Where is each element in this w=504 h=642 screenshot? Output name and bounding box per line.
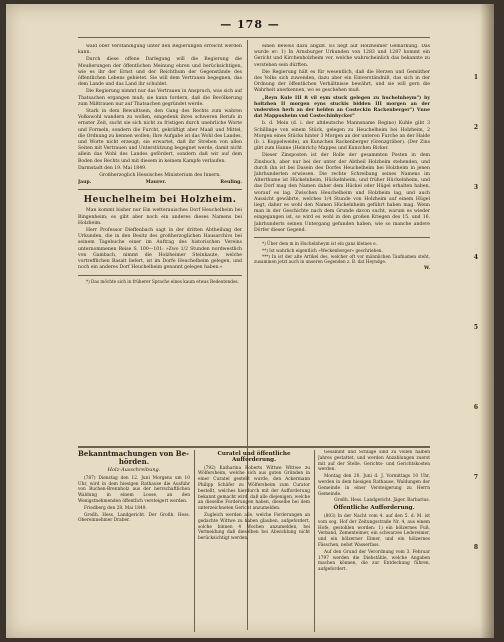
paragraph: (803) In der Nacht vom 4. auf den 5. d. M. ist vom sog. Hof der Zeitungsstraße Nr. 4, aus einem Hofe, gestohlen worden: 1) ein hölzernes Fuß, Verband, Zementeimer, ein schwarzes Ledereimer, und ein hölzerner Eimer, und ein hölzernes Fässchen, nebst Wasserfass. <box>318 513 430 548</box>
page-number: — 178 — <box>220 18 280 31</box>
footnote: *) Das möchte sich in früherer Sprache eines kaum etwas Bedeutendes. <box>86 278 239 284</box>
paragraph: Man kommt bisher nur Ein wetterauisches Dorf Heuchelheim bei Bingenheim; es gibt aber noch ein anderes dieses Namens bei Holzheim. <box>78 208 242 226</box>
ministry-name: Großherzoglich Hessisches Ministerium des Innern. <box>99 173 221 179</box>
footnote: ***) In ist der alte Artikel des, welcher oft vor männlichen Taufnamen steht, zusammen jetzt auch in unseren Gegenden z. B. dat Heyndge. <box>254 253 430 265</box>
footnote-rule <box>254 237 430 238</box>
subheading: Holz-Ausschreibung. <box>107 467 161 473</box>
paragraph: (792) Katharina Roberts Wittwe Wittwe zu Wölfersheim, welche sich aus guten Gründen in einer Curatel gestellt wurde, den Ackermann Philipp Schäfer zu Wölfersheim zum Curator bestellt, welches hierdurch mit der Aufforderung bekannt gemacht wird, daß alle diejenigen, welche an dieselbe Forderungen haben, dieselbe bei dem unterzeichneten Gericht anzumelden. <box>198 465 310 512</box>
paragraph: Durch diese offene Darlegung will die Regierung die Meußerungen der öffentlichen Meinung ehren und berücksichtigen, wie es ihr der Ernst und der Reichthum der Gegenstände des öffentlichen Lebens gebietet. Sie will dem Vertrauen begegnen, das dem Lande und das Land ihr schuldet. <box>78 57 242 88</box>
column-divider <box>314 450 315 632</box>
footnote: *) Über dem m in Huchelnheym ist ein ganz kleines e. <box>262 241 377 247</box>
newspaper-page <box>6 4 494 638</box>
paragraph: wald ober Verständigung unter den Regierungen erreicht werden kann. <box>78 44 242 56</box>
signature-reuling: Reuling. <box>220 180 242 186</box>
paragraph: Die Regierung nimmt nur das Vertrauen in Anspruch, was sich auf Thatsachen ergangen muß; sie kann fordern, daß die Bevölkerung zum Mißtrauen nur auf Thatsachen gegründet werde. <box>78 89 242 107</box>
edge-mark: 5 <box>473 324 478 331</box>
column-divider <box>194 450 195 632</box>
double-rule <box>78 446 430 448</box>
edge-mark: 8 <box>473 544 478 551</box>
paragraph: Stark in dem Bewußtsein, den Gang des Rechts zum wahren Volkswohl wandern zu wollen, eingedenk ihres schweren Berufs in ernster Zeit, sucht sie sich nicht zu fristigen durch unehrliche Worte und Formeln, sondern die Furcht, gekräftigt aber Maaß und Mittel, die Ordnung zu kennen wollen; Ihre Aufgabe ist das Wohl des Landes, und Worte nicht erzeugt; sie erwartet, daß ihr Streben von allen Seiten mit Vertrauen und Unterstützung begegnet werde, damit nicht allein das Wohl des Landes gefördert, sondern daß wir auf dem Boden des Rechts und mit diesem in keinem Kampfe verlaufen. <box>78 109 242 164</box>
paragraph: Auf den Grund der Verordnung vom 3. Februar 1797 werden die Diebstähle, welche Angaben machen können, die zur Entdeckung führen, aufgefordert. <box>318 549 430 573</box>
edge-mark: 2 <box>473 124 478 131</box>
announcements-heading: Bekanntmachungen von Be- <box>78 450 190 458</box>
footnote-rule <box>78 275 242 276</box>
subheading: Curatel und öffentliche Aufforderung. <box>217 451 291 463</box>
header-rule <box>78 37 430 38</box>
announcement-column-1 <box>78 450 190 632</box>
edge-mark: 1 <box>473 74 478 81</box>
announcement-column-2 <box>198 450 310 632</box>
paragraph: einen Beweis dazu abgibt. Es liegt auf Holzheimer Gemarkung. Das wurde er: 1) In Arnsburger Urkunden von 1283 und 1287 kommt ein Gericht und Kirchenholzheim vor, welche wahrscheinlich das bekannte zu verstehen sein dürften. <box>254 44 430 68</box>
place-date: Darmstadt den 19. Mai 1849. <box>78 165 147 171</box>
edge-mark: 3 <box>473 184 478 191</box>
signature-jaup: Jaup. <box>78 180 92 186</box>
paragraph: Herr Professor Dieffenbach sagt in der dritten Abtheilung der Urkunden, die in den Besitz des großherzoglichen Hausarchivs bei seinem Tagebuche einer im Auftrag des historischen Vereins unternommenen Reise S. 100—101: »Zwo 1/2 Stunden nordwestlich von Gambach, nimmt die Holzheimer Steinkaute, welche vortrefflichen Basalt liefert, ist im Dorfe Heuchelheim gelegen, und noch ein anderes Dorf Heuchelheim genannt gelegen haben.« <box>78 228 242 271</box>
announcement-column-3 <box>318 450 430 632</box>
edge-mark: 6 <box>473 404 478 411</box>
paragraph: b. d. Mein (d. i. der altdeutsche Mannsname Regino) Kuhle gibt 3 Schillinge von einem Stück, gelegen zu Heuchelheim bei Holzheim, 2 Morgen eines Stücks hinter 3 Morgen an der unteren Furche an der Halde (b. i. Koppelweide), an Kunzchen Rackenberger (Grenzgräber). (Der Zins gibt zum Hanne (Heinrich) Mappes und Kunzchen Bicker. <box>254 121 430 152</box>
announcements-section <box>78 450 430 632</box>
quoted-document: „Reyn Kule III ß vil eym stuck gelegen zu huchelnheym") by holtzhen II morgen eyns stuckis bidden III morgen an der vndersten herh an der helden an Costeckin Rackenberger") Vnne dat Mappusheim vnd Costechinbycker" <box>254 95 430 120</box>
paragraph: Die Regierung hält es für wesentlich, daß die Herzen und Gemüther des Volks sich zuwenden, dazu aber ein Einverständniß, das sich in der Ordnung der öffentlichen Verhältnisse bewährt, und sie will gern die Wahrheit anerkennen, wo es geschehen muß. <box>254 69 430 94</box>
edge-mark: 4 <box>473 254 478 261</box>
subheading: Öffentliche Aufforderung. <box>333 505 415 512</box>
paragraph: Großh. Hess. Landgericht. Der Großh. Hess. Obereinnehmer Draber. <box>78 512 190 524</box>
paragraph: Dieser Zinsposten ist der Rolle der gesammten Posten in dem Zinsbuch, aber nur bei der unter der Abtheil Holzheim stehenden, und durch ihn ist bei Dasein des Dorfes Heuchelheim bei Holzheim in jenen Jahrhunderten erwiesen. Die rechte Schreibung seines Namens im Alterthume ist Hückelnheim, Hückelnheim, und früher Hückelnheim, und das Dorf mag den Namen daher dem Hückel oder Hügel erhalten haben, worauf es lag. Zwischen Heuchelheim und Holzheim lag, und auch Aussicht gewährte, welches 1/4 Stunde von Holzheim auf einem Hügel liegt, daher es wohl den Namen Hückelnheim geführt haben mag. Wenn man in der Geschichte nach dem Grunde davon sucht, warum es wieder eingegangen ist, so wird es wohl in den großen Kriegen des 15. und 16. Jahrhunderts seinen Untergang gefunden haben, wie so manche andere Dörfer dieser Gegend. <box>254 153 430 233</box>
paragraph: (787) Dienstag den 12. Juni Morgens um 10 Uhr, wird in dem hiesigen Rathause die Ausfuhr von Buchen-Brennholz aus der herrschaftlichen Waldung in einem Loose, an den Wenigstnehmenden öffentlich versteigert werden. <box>78 475 190 504</box>
section-rule <box>78 189 242 190</box>
footnote: **) Ist wahrlich eigentlich »Weckenberger« geschrieben. <box>262 247 383 253</box>
paragraph: Zugleich werden alle, welche Forderungen an gedachte Wittwe zu haben glauben, aufgefordert, solche binnen 4 Wochen anzumelden, bei Vermeidung daß dieselben bei Abwicklung nicht berücksichtigt werden. <box>198 512 310 542</box>
article-signature: W. <box>423 265 430 271</box>
paragraph: Montag den 20. Juni d. J. Vormittags 10 Uhr, werden in dem hiesigen Rathause, Waldungen der Gemeinde in einer Versteigerung zu Herrn Gemeinde. <box>318 474 430 497</box>
signature-maurer: Maurer. <box>145 180 166 186</box>
edge-mark: 7 <box>473 474 478 481</box>
paragraph: Friedberg den 28. Mai 1849. <box>84 505 147 511</box>
announcements-heading-2: hörden. <box>118 457 150 466</box>
paragraph: Gesammt und Schläge sind zu vollen halben Jahres gestattet, und werden Anzahlungen zuerst mit auf der Stelle. Gerichts- und Gerichtskosten werden. <box>318 450 430 473</box>
signature-row <box>78 180 242 186</box>
article-title: Heuchelheim bei Holzheim. <box>83 195 237 206</box>
signature: Großh. Hess. Landgericht. Jäger. Barbarius. <box>334 498 430 504</box>
